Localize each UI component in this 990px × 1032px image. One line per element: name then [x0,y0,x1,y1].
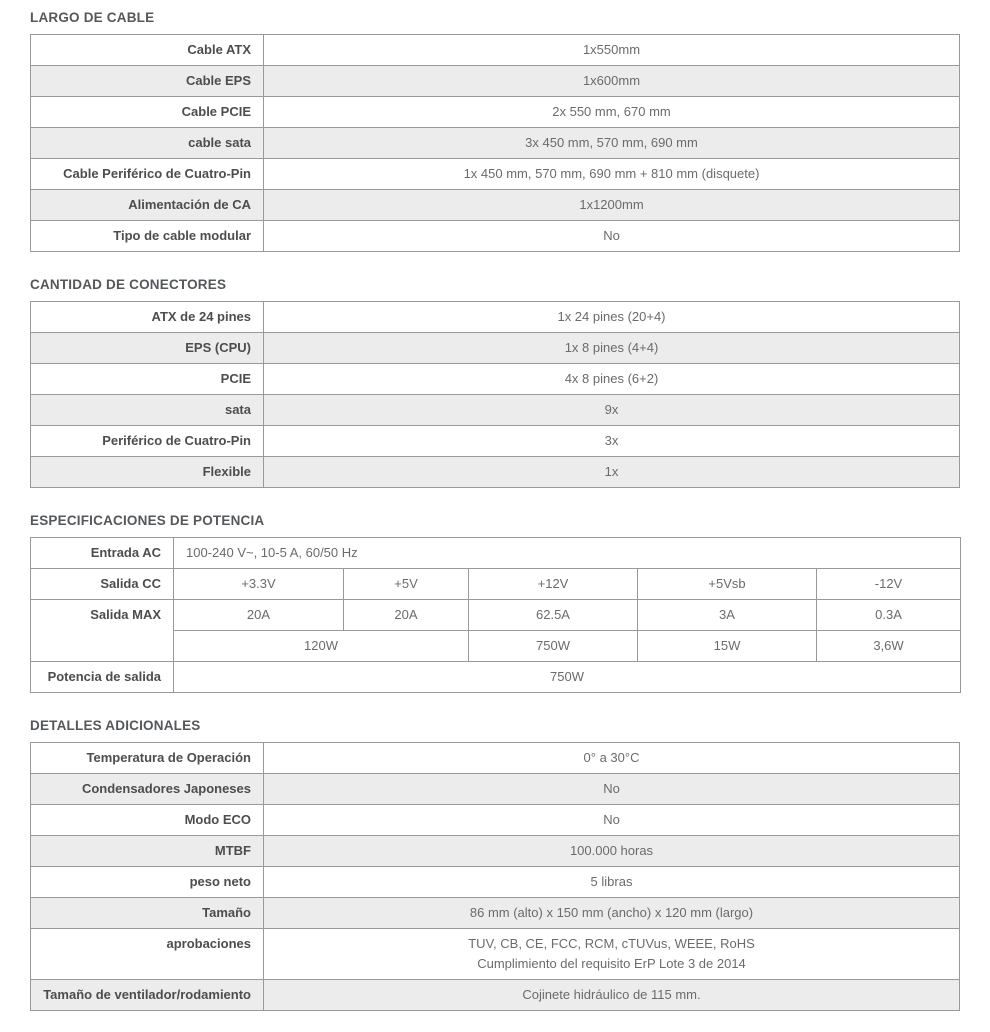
spec-row [31,457,960,488]
spec-label: MTBF [31,836,264,867]
power-row-max-amps [31,600,961,631]
spec-value: 100-240 V~, 10-5 A, 60/50 Hz [174,538,961,569]
section-cable-length [30,10,960,252]
spec-label: aprobaciones [31,929,264,980]
spec-label: Entrada AC [31,538,174,569]
rail-value: +3.3V [174,569,344,600]
spec-label: Condensadores Japoneses [31,774,264,805]
watt-value: 15W [638,631,817,662]
spec-label: Flexible [31,457,264,488]
spec-value: 9x [264,395,960,426]
rail-value: -12V [817,569,961,600]
section-additional-details [30,718,960,1011]
spec-label: EPS (CPU) [31,333,264,364]
spec-row [31,333,960,364]
spec-row [31,929,960,980]
spec-row [31,302,960,333]
power-row-total-output [31,662,961,693]
amp-value: 0.3A [817,600,961,631]
spec-label: cable sata [31,128,264,159]
spec-row [31,190,960,221]
connector-count-table [30,301,960,488]
spec-row [31,743,960,774]
spec-label: Cable PCIE [31,97,264,128]
spec-label: PCIE [31,364,264,395]
section-connector-count [30,277,960,488]
rail-value: +5Vsb [638,569,817,600]
watt-value-combined: 120W [174,631,469,662]
rail-value: +5V [344,569,469,600]
spec-value: 1x 450 mm, 570 mm, 690 mm + 810 mm (disquete) [264,159,960,190]
amp-value: 20A [344,600,469,631]
power-specs-table [30,537,961,693]
amp-value: 20A [174,600,344,631]
spec-row [31,35,960,66]
spec-value: 1x600mm [264,66,960,97]
spec-value: Cojinete hidráulico de 115 mm. [264,980,960,1011]
spec-value-line: Cumplimiento del requisito ErP Lote 3 de 2014 [477,956,746,971]
rail-value: +12V [469,569,638,600]
power-row-ac-input [31,538,961,569]
spec-label: Periférico de Cuatro-Pin [31,426,264,457]
additional-details-table [30,742,960,1011]
spec-label: ATX de 24 pines [31,302,264,333]
spec-value: No [264,221,960,252]
spec-label: Salida CC [31,569,174,600]
section-title-connector-count: CANTIDAD DE CONECTORES [30,277,227,292]
spec-label: Tipo de cable modular [31,221,264,252]
spec-row [31,426,960,457]
spec-label: Cable ATX [31,35,264,66]
spec-label: Potencia de salida [31,662,174,693]
amp-value: 62.5A [469,600,638,631]
spec-value: 1x 24 pines (20+4) [264,302,960,333]
spec-value-line: TUV, CB, CE, FCC, RCM, cTUVus, WEEE, RoHS [468,936,755,951]
spec-row [31,128,960,159]
spec-value: 1x1200mm [264,190,960,221]
section-title-cable-length: LARGO DE CABLE [30,10,155,25]
spec-row [31,980,960,1011]
watt-value: 750W [469,631,638,662]
spec-value: No [264,805,960,836]
spec-row [31,97,960,128]
spec-row [31,364,960,395]
power-row-dc-rails [31,569,961,600]
cable-length-table [30,34,960,252]
spec-label: Temperatura de Operación [31,743,264,774]
section-title-power-specs: ESPECIFICACIONES DE POTENCIA [30,513,265,528]
watt-value: 3,6W [817,631,961,662]
spec-page [30,10,960,1011]
spec-row [31,159,960,190]
section-title-additional-details: DETALLES ADICIONALES [30,718,201,733]
spec-value: 3x [264,426,960,457]
spec-value: 3x 450 mm, 570 mm, 690 mm [264,128,960,159]
spec-value: No [264,774,960,805]
spec-row [31,774,960,805]
spec-value: 1x550mm [264,35,960,66]
spec-row [31,898,960,929]
spec-label: Cable EPS [31,66,264,97]
spec-label: Tamaño de ventilador/rodamiento [31,980,264,1011]
spec-value [264,929,960,980]
spec-row [31,395,960,426]
spec-value: 5 libras [264,867,960,898]
spec-label: Modo ECO [31,805,264,836]
spec-value: 2x 550 mm, 670 mm [264,97,960,128]
spec-value: 100.000 horas [264,836,960,867]
amp-value: 3A [638,600,817,631]
spec-label: Salida MAX [31,600,174,662]
spec-label: sata [31,395,264,426]
spec-label: Tamaño [31,898,264,929]
spec-value: 0° a 30°C [264,743,960,774]
spec-row [31,805,960,836]
spec-label: Alimentación de CA [31,190,264,221]
spec-label: peso neto [31,867,264,898]
spec-value: 86 mm (alto) x 150 mm (ancho) x 120 mm (largo) [264,898,960,929]
spec-label: Cable Periférico de Cuatro-Pin [31,159,264,190]
spec-value: 750W [174,662,961,693]
spec-row [31,66,960,97]
spec-row [31,867,960,898]
spec-row [31,221,960,252]
spec-value: 1x [264,457,960,488]
section-power-specs [30,513,960,693]
spec-value: 1x 8 pines (4+4) [264,333,960,364]
spec-value: 4x 8 pines (6+2) [264,364,960,395]
spec-row [31,836,960,867]
